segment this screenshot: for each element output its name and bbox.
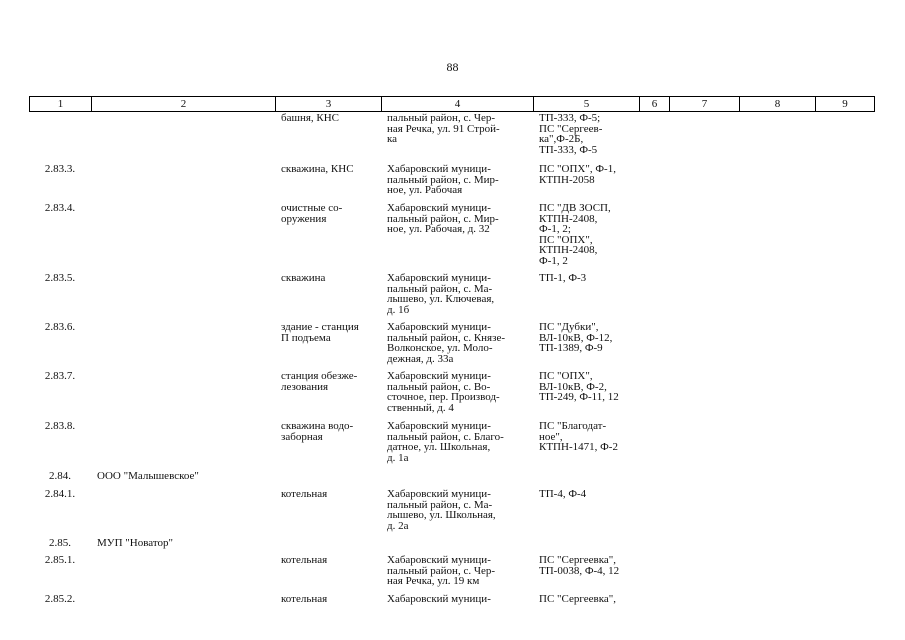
power-source-cell: ПС "Благодат- ное", КТПН-1471, Ф-2	[539, 420, 618, 453]
object-cell: котельная	[281, 488, 328, 500]
row-number-cell: 2.83.3.	[44, 163, 76, 175]
address-cell: Хабаровский муници- пальный район, с. Благо- датное, ул. Школьная, д. 1а	[387, 420, 504, 464]
address-cell: Хабаровский муници- пальный район, с. Мир- ное, ул. Рабочая, д. 32	[387, 202, 499, 235]
row-number-cell: 2.84.1.	[44, 488, 76, 500]
power-source-cell: ПС "ДВ ЗОСП, КТПН-2408, Ф-1, 2; ПС "ОПХ", КТПН-2408, Ф-1, 2	[539, 202, 611, 267]
power-source-cell: ПС "ОПХ", Ф-1, КТПН-2058	[539, 163, 616, 186]
section-number-cell: 2.84.	[49, 470, 71, 482]
address-cell: Хабаровский муници- пальный район, с. Князе- Волконское, ул. Моло- дежная, д. 33а	[387, 321, 505, 365]
header-col-8: 8	[740, 97, 816, 111]
object-cell: очистные со- оружения	[281, 202, 343, 225]
power-source-cell: ТП-1, Ф-3	[539, 272, 587, 284]
address-cell: Хабаровский муници- пальный район, с. Мир- ное, ул. Рабочая	[387, 163, 499, 196]
address-cell: Хабаровский муници- пальный район, с. Чер- ная Речка, ул. 19 км	[387, 554, 496, 587]
object-cell: котельная	[281, 554, 328, 566]
power-source-cell: ПС "Дубки", ВЛ-10кВ, Ф-12, ТП-1389, Ф-9	[539, 321, 613, 354]
object-cell: башня, КНС	[281, 112, 340, 124]
header-col-3: 3	[276, 97, 382, 111]
header-col-4: 4	[382, 97, 534, 111]
row-number-cell: 2.83.4.	[44, 202, 76, 214]
object-cell: здание - станция П подъема	[281, 321, 359, 344]
address-cell: Хабаровский муници-	[387, 593, 491, 605]
organization-cell: ООО "Малышевское"	[97, 470, 199, 482]
organization-cell: МУП "Новатор"	[97, 537, 173, 549]
object-cell: котельная	[281, 593, 328, 605]
row-number-cell: 2.83.7.	[44, 370, 76, 382]
power-source-cell: ТП-4, Ф-4	[539, 488, 587, 500]
address-cell: Хабаровский муници- пальный район, с. Ма- лышево, ул. Ключевая, д. 1б	[387, 272, 495, 316]
section-number-cell: 2.85.	[49, 537, 71, 549]
object-cell: скважина, КНС	[281, 163, 354, 175]
row-number-cell: 2.83.8.	[44, 420, 76, 432]
power-source-cell: ПС "Сергеевка", ТП-0038, Ф-4, 12	[539, 554, 620, 577]
header-col-2: 2	[92, 97, 276, 111]
page-number: 88	[446, 60, 459, 74]
address-cell: Хабаровский муници- пальный район, с. Ма- лышево, ул. Школьная, д. 2а	[387, 488, 496, 532]
power-source-cell: ТП-333, Ф-5; ПС "Сергеев- ка",Ф-2Б, ТП-333, Ф-5	[539, 112, 603, 156]
object-cell: скважина	[281, 272, 326, 284]
object-cell: станция обезже- лезования	[281, 370, 358, 393]
header-col-1: 1	[30, 97, 92, 111]
address-cell: Хабаровский муници- пальный район, с. Во- сточное, пер. Производ- ственный, д. 4	[387, 370, 500, 414]
table-header	[29, 96, 875, 112]
header-col-5: 5	[534, 97, 640, 111]
address-cell: пальный район, с. Чер- ная Речка, ул. 91 Строй- ка	[387, 112, 500, 145]
header-col-7: 7	[670, 97, 740, 111]
power-source-cell: ПС "Сергеевка",	[539, 593, 616, 605]
header-col-6: 6	[640, 97, 670, 111]
row-number-cell: 2.83.6.	[44, 321, 76, 333]
row-number-cell: 2.85.2.	[44, 593, 76, 605]
header-col-9: 9	[842, 98, 848, 110]
object-cell: скважина водо- заборная	[281, 420, 354, 443]
row-number-cell: 2.83.5.	[44, 272, 76, 284]
power-source-cell: ПС "ОПХ", ВЛ-10кВ, Ф-2, ТП-249, Ф-11, 12	[539, 370, 619, 403]
row-number-cell: 2.85.1.	[44, 554, 76, 566]
